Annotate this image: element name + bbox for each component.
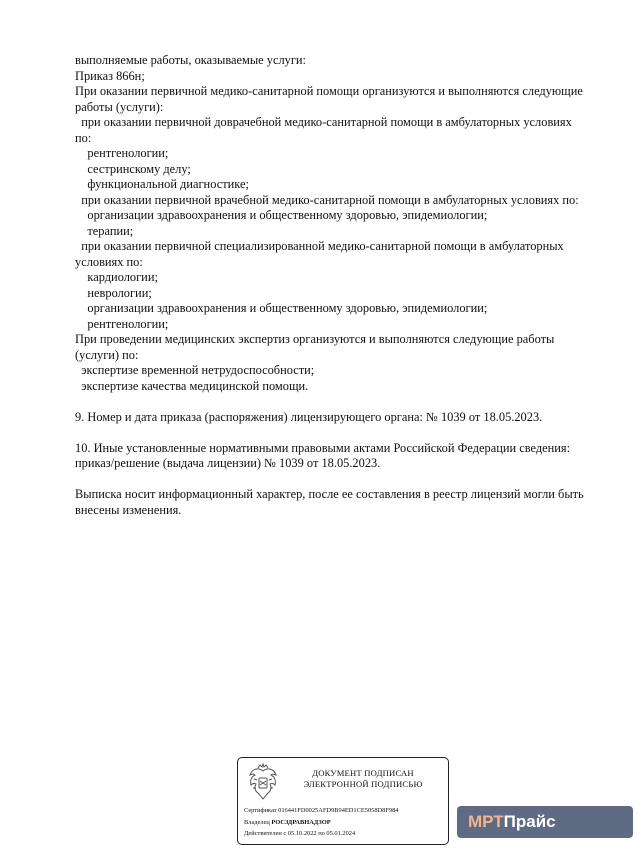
document-line: кардиологии; — [75, 270, 158, 284]
document-line: по: — [75, 130, 92, 145]
document-line: при оказании первичной доврачебной медико-санитарной помощи в амбулаторных условиях — [75, 115, 572, 129]
document-line: неврологии; — [75, 285, 152, 300]
electronic-signature-stamp — [237, 757, 449, 845]
stamp-details — [244, 805, 448, 840]
document-line: при оказании первичной врачебной медико-санитарной помощи в амбулаторных условиях по: — [75, 192, 579, 207]
document-line: функциональной диагностике; — [75, 177, 249, 191]
document-line: при оказании первичной специализированной медико-санитарной помощи в амбулаторных — [75, 239, 564, 253]
document-line: (услуги) по: — [75, 347, 139, 362]
document-line: выполняемые работы, оказываемые услуги: — [75, 53, 307, 67]
document-line: терапии; — [75, 223, 134, 238]
document-line: работы (услуги): — [75, 99, 164, 114]
document-lines — [75, 53, 615, 394]
other-info-line-1: 10. Иные установленные нормативными правовыми актами Российской Федерации сведения: — [75, 440, 571, 455]
document-body — [75, 53, 615, 518]
document-line: При проведении медицинских экспертиз организуются и выполняются следующие работы — [75, 332, 555, 346]
mrtprice-watermark-logo: МРТПрайс — [457, 806, 633, 838]
document-line: рентгенологии; — [75, 146, 169, 160]
document-line: экспертизе качества медицинской помощи. — [75, 378, 309, 393]
disclaimer-line-2: внесены изменения. — [75, 502, 182, 517]
document-line: сестринскому делу; — [75, 161, 191, 176]
certificate-number: Сертификат 016441FD0025AFD9B94ED1CE5058D8F984 — [244, 807, 399, 814]
document-line: рентгенологии; — [75, 316, 169, 331]
russian-coat-of-arms-icon — [246, 763, 280, 803]
document-line: Приказ 866н; — [75, 68, 145, 83]
document-line: экспертизе временной нетрудоспособности; — [75, 363, 315, 377]
license-order-item: 9. Номер и дата приказа (распоряжения) лицензирующего органа: № 1039 от 18.05.2023. — [75, 409, 543, 424]
certificate-owner: Владелец РОСЗДРАВНАДЗОР — [244, 818, 331, 826]
disclaimer-line-1: Выписка носит информационный характер, после ее составления в реестр лицензий могли быть — [75, 487, 584, 501]
document-line: организации здравоохранения и общественному здоровью, эпидемиологии; — [75, 208, 488, 222]
document-line: При оказании первичной медико-санитарной помощи организуются и выполняются следующие — [75, 84, 583, 98]
document-line: организации здравоохранения и общественному здоровью, эпидемиологии; — [75, 301, 488, 315]
stamp-title: ДОКУМЕНТ ПОДПИСАН ЭЛЕКТРОННОЙ ПОДПИСЬЮ — [303, 768, 423, 789]
certificate-validity: Действителен с 05.10.2022 по 05.01.2024 — [244, 830, 356, 837]
other-info-line-2: приказ/решение (выдача лицензии) № 1039 от 18.05.2023. — [75, 456, 381, 470]
document-line: условиях по: — [75, 254, 143, 269]
